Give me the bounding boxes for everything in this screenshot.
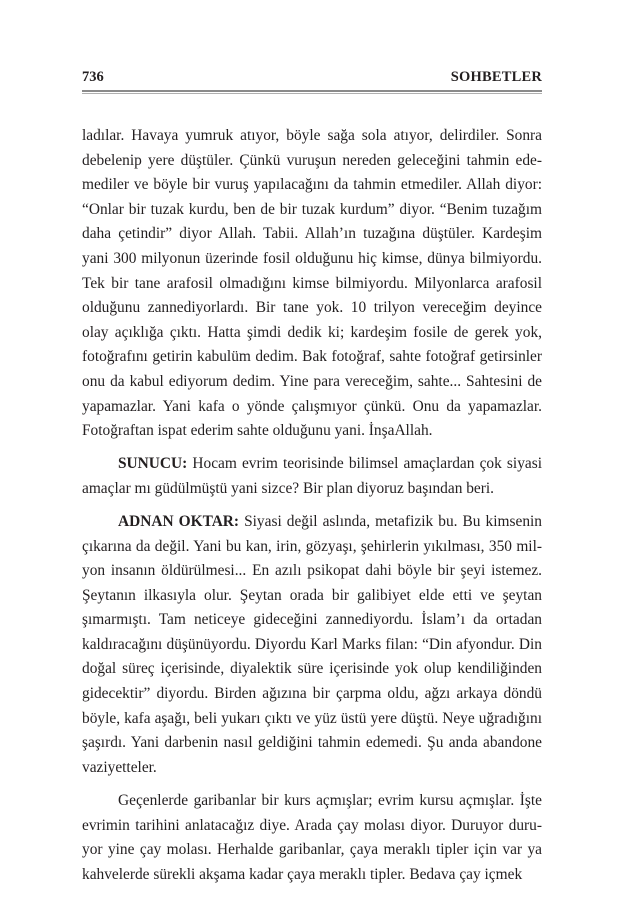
speaker-label: ADNAN OKTAR: [118, 512, 240, 530]
paragraph-gecenlerde [82, 789, 542, 887]
paragraph-text: Geçenlerde garibanlar bir kurs açmışlar; evrim kursu açmışlar. İşte evrimin tarihini anlatacağız diye. Arada çay molası diyor. Duruyor duruyor yine çay molası. Herhalde garibanlar, çaya meraklı tipler için var ya kahvelerde sürekli akşama kadar çaya meraklı tipler. Bedava çay içmek [82, 791, 542, 883]
header-rule-thin [82, 93, 542, 94]
speaker-label: SUNUCU: [118, 455, 188, 473]
paragraph-text: Hocam evrim teorisinde bilimsel amaçlardan çok siyasi amaçlar mı güdülmüştü yani sizce? Bir plan diyoruz başından beri. [82, 455, 542, 497]
paragraph-adnan-oktar [82, 510, 542, 781]
paragraph-continuation [82, 124, 542, 444]
body-text [82, 124, 542, 896]
paragraph-sunucu [82, 452, 542, 501]
running-title: SOHBETLER [450, 69, 542, 85]
running-header [82, 69, 542, 89]
paragraph-text: Siyasi değil aslında, metafizik bu. Bu kimsenin çıkarına da değil. Yani bu kan, irin, gözyaşı, şehirlerin yıkılması, 350 milyon insanın öldürülmesi... En azılı psikopat dahi böyle bir şeyi istemez. Şeytanın ilkasıyla olur. Şeytan orada bir galibiyet elde etti ve şeytan şımarmıştı. Tam neticeye gideceğini zannediyordu. İslam’ı da ortadan kaldıracağını düşünüyordu. Diyordu Karl Marks filan: “Din afyondur. Din doğal süreç içerisinde, diyalektik süre içerisinde yok olup kendiliğinden gidecektir” diyordu. Birden ağızına bir çarpma oldu, ağzı arkaya döndü böyle, kafa aşağı, beli yukarı çıktı ve yüz üstü yere düştü. Neye uğradığını şaşırdı. Yani darbenin nasıl geldiğini tahmin edemedi. Şu anda abandone vaziyetteler. [82, 512, 542, 776]
page-number: 736 [82, 69, 104, 85]
paragraph-text: ladılar. Havaya yumruk atıyor, böyle sağa sola atıyor, delirdiler. Sonra debelenip yere düştüler. Çünkü vuruşun nereden geleceğini tahmin edemediler ve böyle bir vuruş yapılacağını da tahmin etmediler. Allah diyor: “Onlar bir tuzak kurdu, ben de bir tuzak kurdum” diyor. “Benim tuzağım daha çetindir” diyor Allah. Tabii. Allah’ın tuzağına düştüler. Kardeşim yani 300 milyonun üzerinde fosil olduğunu hiç kimse, dünya bilmiyordu. Tek bir tane arafosil olmadığını kimse bilmiyordu. Milyonlarca arafosil olduğunu zannediyorlardı. Bir tane yok. 10 trilyon vereceğim deyince olay açıklığa çıktı. Hatta şimdi dedik ki; kardeşim fosile de gerek yok, fotoğrafını getirin kabulüm dedim. Bak fotoğraf, sahte fotoğraf getirsinler onu da kabul ediyorum dedim. Yine para vereceğim, sahte... Sahtesini de yapamazlar. Yani kafa o yönde çalışmıyor çünkü. Onu da yapamazlar. Fotoğraftan ispat ederim sahte olduğunu yani. İnşaAllah. [82, 127, 542, 440]
header-rule [82, 90, 542, 92]
